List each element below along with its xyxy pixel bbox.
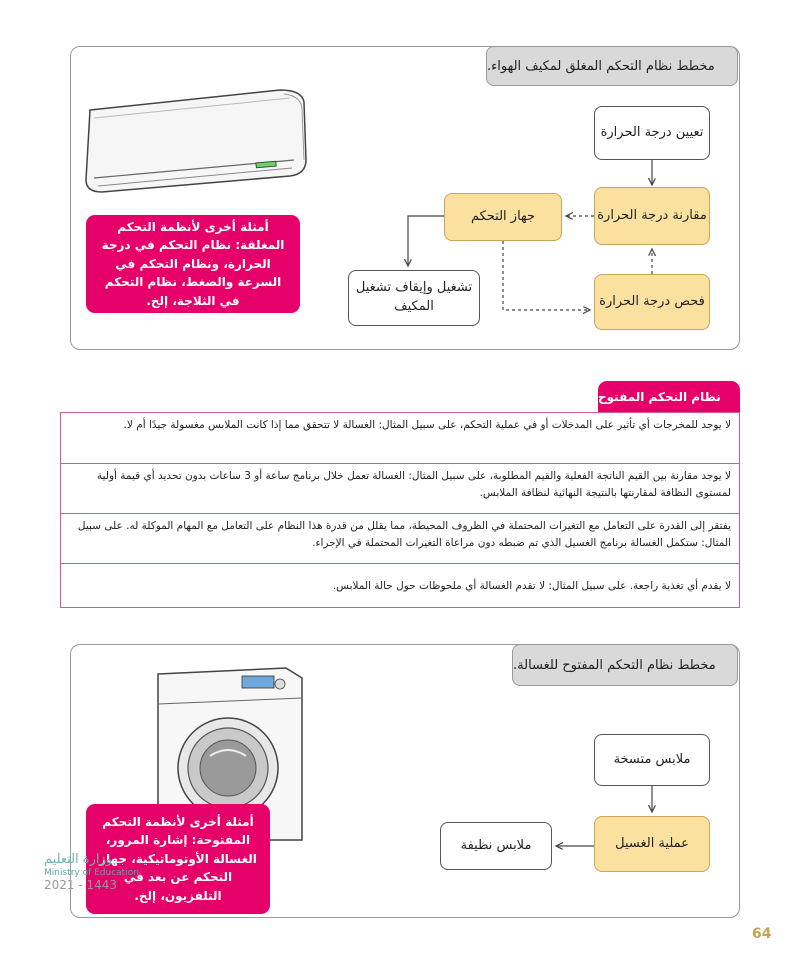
node-ac-on-off: تشغيل وإيقاف تشغيل المكيف [348, 270, 480, 326]
watermark-year: 2021 - 1443 [44, 878, 118, 893]
closed-loop-title: مخطط نظام التحكم المغلق لمكيف الهواء. [486, 46, 738, 86]
node-washing-process: عملية الغسيل [594, 816, 710, 872]
open-system-row-1: لا يوجد للمخرجات أي تأثير على المدخلات أو في عملية التحكم، على سبيل المثال: الغسالة لا تتحقق مما إذا كانت الملابس مغسولة جيدًا أم لا. [123, 419, 731, 431]
watermark-arabic: وزارة التعليم [44, 852, 113, 867]
open-loop-title: مخطط نظام التحكم المفتوح للغسالة. [512, 644, 738, 686]
open-system-row-3: يفتقر إلى القدرة على التعامل مع التغيرات المحتملة في الظروف المحيطة، مما يقلل من قدرة هذا النظام على التعامل مع المهام الموكلة له. على سبيل المثال: ستكمل الغسالة برنامج الغسيل الذي تم ضبطه دون مراعاة التغيرات المحتملة في الإجراء. [61, 513, 739, 563]
node-set-temperature: تعيين درجة الحرارة [594, 106, 710, 160]
closed-loop-examples: أمثلة أخرى لأنظمة التحكم المغلقة: نظام التحكم في درجة الحرارة، ونظام التحكم في السرعة والضغط، نظام التحكم في الثلاجة، إلخ. [86, 215, 300, 313]
open-loop-examples: أمثلة أخرى لأنظمة التحكم المفتوحة: إشارة المرور، الغسالة الأوتوماتيكية، جهاز التحكم عن بعد في التلفزيون، إلخ. [86, 804, 270, 914]
ministry-watermark [44, 852, 144, 893]
node-compare-temperature: مقارنة درجة الحرارة [594, 187, 710, 245]
page-number: 64 [752, 926, 772, 942]
node-dirty-clothes: ملابس متسخة [594, 734, 710, 786]
node-controller: جهاز التحكم [444, 193, 562, 241]
node-clean-clothes: ملابس نظيفة [440, 822, 552, 870]
open-system-header: نظام التحكم المفتوح [598, 381, 740, 413]
open-system-row-2: لا يوجد مقارنة بين القيم الناتجة الفعلية والقيم المطلوبة، على سبيل المثال: الغسالة تعمل خلال برنامج ساعة أو 3 ساعات بدون تحديد أي قيمة أولية لمستوى النظافة لمقارنتها بالنتيجة النهائية لنظافة الملابس. [61, 463, 739, 513]
open-system-row-4: لا يقدم أي تغذية راجعة. على سبيل المثال: لا تقدم الغسالة أي ملحوظات حول حالة الملابس. [61, 563, 739, 607]
node-check-temperature: فحص درجة الحرارة [594, 274, 710, 330]
watermark-english: Ministry of Education [44, 867, 139, 878]
